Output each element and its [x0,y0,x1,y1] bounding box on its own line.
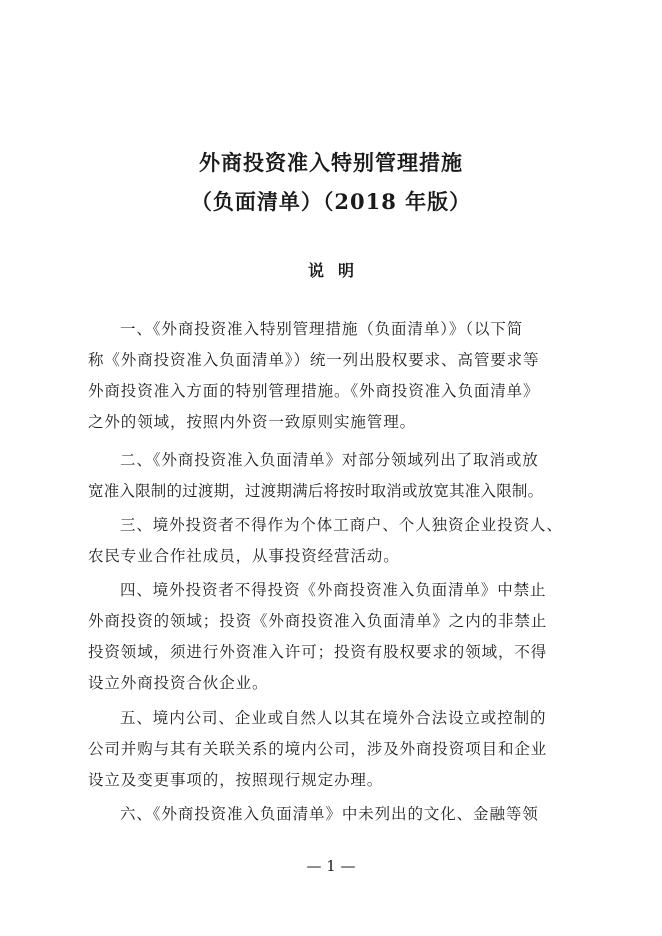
paragraph-line: 公司并购与其有关联关系的境内公司，涉及外商投资项目和企业 [88,740,548,758]
paragraph-line: 外商投资的领域；投资《外商投资准入负面清单》之内的非禁止 [88,612,548,630]
paragraph-line: 农民专业合作社成员，从事投资经营活动。 [88,547,400,565]
paragraph-line: 五、境内公司、企业或自然人以其在境外合法设立或控制的 [120,709,547,727]
paragraph-line: 六、《外商投资准入负面清单》中未列出的文化、金融等领 [120,805,539,823]
page-number: — 1 — [306,857,356,875]
document-title: 外商投资准入特别管理措施 [199,150,463,175]
paragraph-line: 投资领域，须进行外资准入许可；投资有股权要求的领域，不得 [88,643,548,661]
paragraph-line: 四、境外投资者不得投资《外商投资准入负面清单》中禁止 [120,581,547,599]
document-subtitle: （负面清单）（2018 年版） [190,189,472,214]
paragraph-line: 宽准入限制的过渡期，过渡期满后将按时取消或放宽其准入限制。 [88,482,544,500]
paragraph-line: 外商投资准入方面的特别管理措施。《外商投资准入负面清单》 [88,382,540,400]
paragraph-line: 一、《外商投资准入特别管理措施（负面清单）》（以下简 [120,320,524,338]
paragraph-line: 称《外商投资准入负面清单》）统一列出股权要求、高管要求等 [88,351,540,369]
paragraph-line: 之外的领域，按照内外资一致原则实施管理。 [88,413,417,431]
paragraph-line: 设立外商投资合伙企业。 [88,674,269,692]
section-heading: 说明 [307,261,368,280]
paragraph-line: 设立及变更事项的，按照现行规定办理。 [88,771,384,789]
paragraph-line: 二、《外商投资准入负面清单》对部分领域列出了取消或放 [120,451,539,469]
paragraph-line: 三、境外投资者不得作为个体工商户、个人独资企业投资人、 [120,516,563,534]
